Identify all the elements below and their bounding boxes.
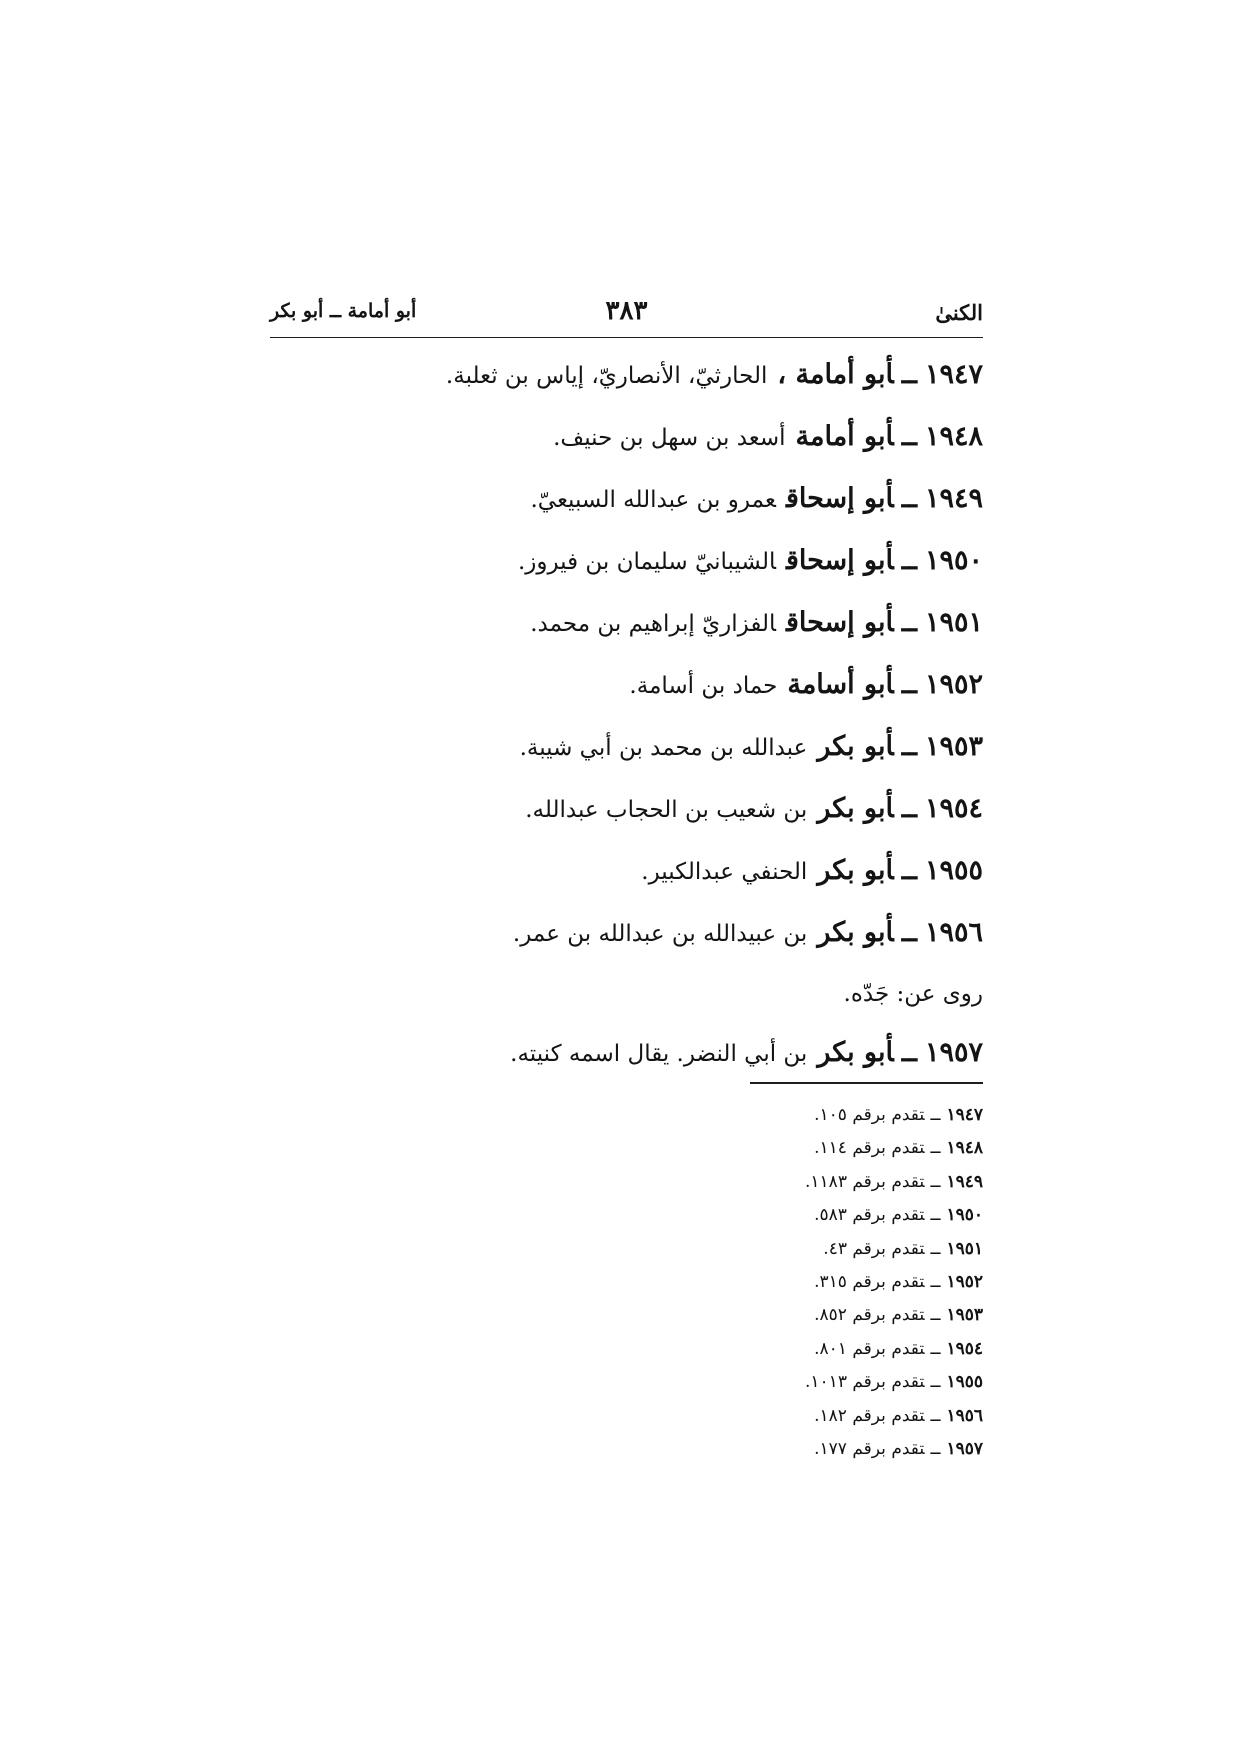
- entry: [270, 593, 983, 655]
- footnote: [640, 1433, 983, 1466]
- entry-number: ١٩٥١: [924, 607, 983, 638]
- footnote-text: تقدم برقم ٥٨٣.: [814, 1205, 925, 1226]
- entry-text: بن شعيب بن الحجاب عبدالله.: [525, 797, 808, 823]
- entry-dash: ــ: [901, 856, 917, 886]
- entry-name: أبو بكر: [817, 917, 894, 948]
- footnote-dash: ــ: [930, 1372, 941, 1393]
- entry-number: ١٩٤٧: [924, 359, 983, 390]
- footnote-list: [640, 1099, 983, 1466]
- entry-dash: ــ: [901, 484, 917, 514]
- entry: [270, 841, 983, 903]
- footnote-number: ١٩٥٤: [946, 1338, 983, 1359]
- footnote-dash: ــ: [930, 1438, 941, 1459]
- entry: [270, 1023, 983, 1085]
- footnote-number: ١٩٥٠: [946, 1205, 983, 1226]
- footnote: [640, 1132, 983, 1165]
- footnote: [640, 1400, 983, 1433]
- entry-name: أبو أمامة ،: [777, 359, 894, 390]
- entry-name: أبو بكر: [817, 1037, 894, 1068]
- footnote-number: ١٩٤٩: [946, 1171, 983, 1192]
- entry-text: الفزاريّ إبراهيم بن محمد.: [530, 611, 776, 637]
- entry-dash: ــ: [901, 360, 917, 390]
- entry-number: ١٩٥٥: [924, 855, 983, 886]
- entry: [270, 531, 983, 593]
- entry-number: ١٩٤٨: [924, 421, 983, 452]
- footnote-dash: ــ: [930, 1138, 941, 1159]
- footnote-text: تقدم برقم ١١٤.: [814, 1138, 925, 1159]
- entry-name: أبو إسحاق: [785, 545, 894, 576]
- entry-number: ١٩٥٠: [924, 545, 983, 576]
- entry-text: أسعد بن سهل بن حنيف.: [553, 425, 786, 451]
- entry-name: أبو بكر: [817, 731, 894, 762]
- footnote-dash: ــ: [930, 1305, 941, 1326]
- footnote-rule: [750, 1082, 983, 1084]
- entry-dash: ــ: [901, 608, 917, 638]
- entry-text: الحارثيّ، الأنصاريّ، إياس بن ثعلبة.: [445, 363, 768, 389]
- footnote: [640, 1166, 983, 1199]
- entry-text: بن أبي النضر. يقال اسمه كنيته.: [510, 1041, 808, 1067]
- entry-dash: ــ: [901, 422, 917, 452]
- footnote-text: تقدم برقم ١٠١٣.: [805, 1372, 925, 1393]
- entry-name: أبو أمامة: [795, 421, 894, 452]
- page-number: ٣٨٣: [605, 296, 648, 326]
- footnote: [640, 1333, 983, 1366]
- entry-dash: ــ: [901, 794, 917, 824]
- entry-dash: ــ: [901, 918, 917, 948]
- footnote-text: تقدم برقم ١٨٢.: [814, 1405, 925, 1426]
- footnote: [640, 1299, 983, 1332]
- footnote-number: ١٩٥٦: [946, 1405, 983, 1426]
- entry-list: [270, 345, 983, 1085]
- footnote-dash: ــ: [930, 1105, 941, 1125]
- footnote-text: تقدم برقم ٤٣.: [823, 1238, 925, 1259]
- footnote-text: تقدم برقم ٣١٥.: [814, 1271, 925, 1292]
- entry-dash: ــ: [901, 1038, 917, 1068]
- entry-dash: ــ: [901, 670, 917, 700]
- footnote-number: ١٩٥٧: [946, 1438, 983, 1459]
- entry: [270, 655, 983, 717]
- entry: [270, 407, 983, 469]
- footnote-number: ١٩٤٧: [946, 1105, 983, 1125]
- entry: [270, 469, 983, 531]
- footnote: [640, 1233, 983, 1266]
- footnote-dash: ــ: [930, 1171, 941, 1192]
- entry-number: ١٩٤٩: [924, 483, 983, 514]
- entry-note: روى عن: جَدّه.: [843, 981, 983, 1007]
- footnote-text: تقدم برقم ١٠٥.: [814, 1105, 925, 1125]
- footnote-dash: ــ: [930, 1205, 941, 1226]
- entry-text: حماد بن أسامة.: [629, 673, 778, 699]
- entry-name: أبو بكر: [817, 855, 894, 886]
- entry: [270, 345, 983, 407]
- entry-number: ١٩٥٦: [924, 917, 983, 948]
- entry-dash: ــ: [901, 546, 917, 576]
- footnote: [640, 1099, 983, 1132]
- footnote-number: ١٩٥٥: [946, 1372, 983, 1393]
- entry-number: ١٩٥٣: [924, 731, 983, 762]
- entry: [270, 717, 983, 779]
- entry-text: بن عبيدالله بن عبدالله بن عمر.: [512, 921, 808, 947]
- footnote-dash: ــ: [930, 1405, 941, 1426]
- footnote-number: ١٩٤٨: [946, 1138, 983, 1159]
- entry: [270, 903, 983, 965]
- entry-number: ١٩٥٢: [924, 669, 983, 700]
- entry-name: أبو إسحاق: [785, 483, 894, 514]
- footnote-text: تقدم برقم ٨٠١.: [814, 1338, 925, 1359]
- header-section-title: الكنىٰ: [935, 300, 983, 325]
- page-header: [270, 296, 983, 336]
- entry-number: ١٩٥٧: [924, 1037, 983, 1068]
- entry-dash: ــ: [901, 732, 917, 762]
- footnote: [640, 1366, 983, 1399]
- footnote: [640, 1266, 983, 1299]
- entry-number: ١٩٥٤: [924, 793, 983, 824]
- entry-text: عمرو بن عبدالله السبيعيّ.: [530, 487, 776, 513]
- footnote-text: تقدم برقم ١١٨٣.: [805, 1171, 925, 1192]
- entry-name: أبو إسحاق: [785, 607, 894, 638]
- header-range-title: أبو أمامة ــ أبو بكر: [270, 300, 417, 322]
- footnote-number: ١٩٥٣: [946, 1305, 983, 1326]
- footnote-number: ١٩٥١: [946, 1238, 983, 1259]
- header-rule: [270, 337, 983, 338]
- footnote-dash: ــ: [930, 1271, 941, 1292]
- footnote-dash: ــ: [930, 1338, 941, 1359]
- entry-name: أبو أسامة: [787, 669, 894, 700]
- entry-name: أبو بكر: [817, 793, 894, 824]
- entry: [270, 779, 983, 841]
- footnote-number: ١٩٥٢: [946, 1271, 983, 1292]
- footnote-text: تقدم برقم ٨٥٢.: [814, 1305, 925, 1326]
- footnote: [640, 1199, 983, 1232]
- footnote-dash: ــ: [930, 1238, 941, 1259]
- entry-text: الحنفي عبدالكبير.: [641, 859, 808, 885]
- entry-text: الشيبانيّ سليمان بن فيروز.: [517, 549, 776, 575]
- footnote-text: تقدم برقم ١٧٧.: [814, 1438, 925, 1459]
- entry-text: عبدالله بن محمد بن أبي شيبة.: [519, 735, 808, 761]
